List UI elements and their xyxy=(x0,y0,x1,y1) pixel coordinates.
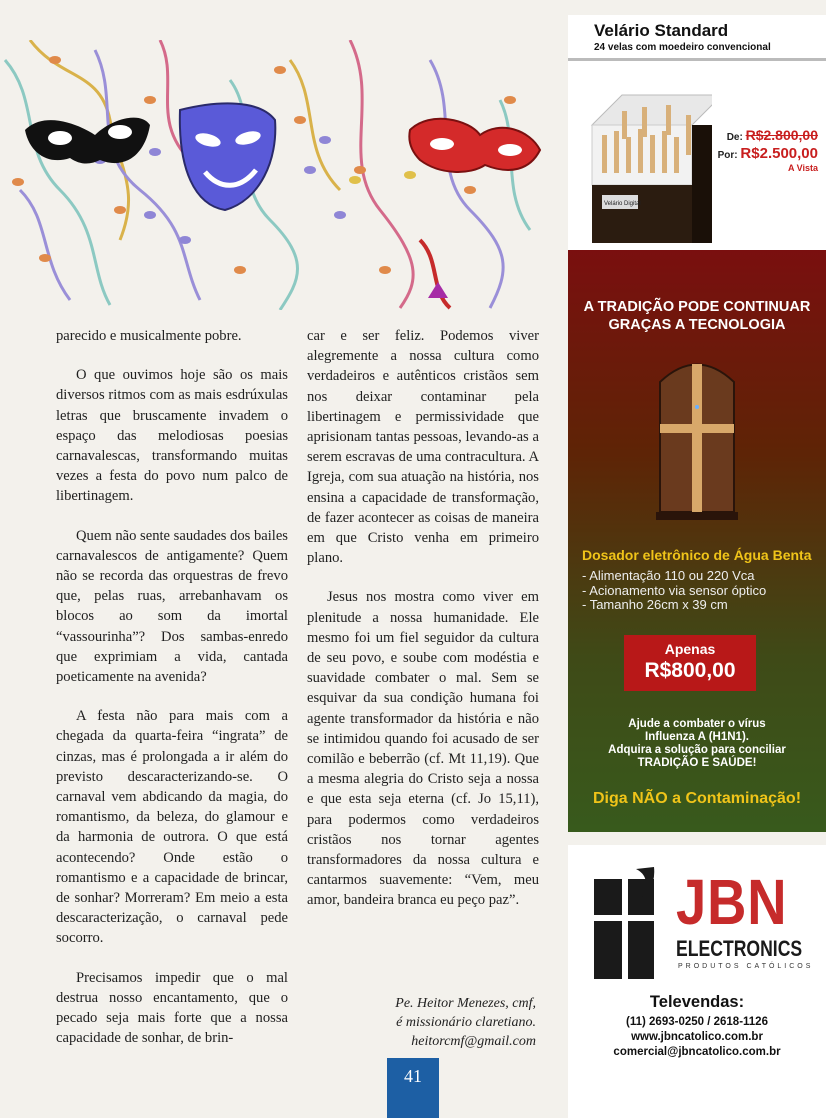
paragraph: car e ser feliz. Podemos viver alegremente a nossa cultura como verdadeiros e autênticos cristãos sem nos deixar contaminar pela libertinagem e permissividade que aprisionam tantas pessoas, levando-as a serem escravas de uma contracultura. A Igreja, com sua atuação na história, nos ensina a capacidade de transformação, de fazer acontecer as coisas de maneira em que Cristo venha em primeiro plano. xyxy=(307,328,539,567)
brand-electronics: ELECTRONICS xyxy=(676,936,803,961)
author-email: heitorcmf@gmail.com xyxy=(411,1034,536,1049)
paragraph: parecido e musicalmente pobre. xyxy=(56,328,242,344)
de-label: De: xyxy=(726,132,743,143)
jbn-ad xyxy=(568,845,826,1118)
carnival-masks-illustration xyxy=(0,40,566,310)
brand-name: JBN xyxy=(676,866,788,938)
headline-line-2: GRAÇAS A TECNOLOGIA xyxy=(608,317,786,333)
help-line: TRADIÇÃO E SAÚDE! xyxy=(637,757,757,769)
paragraph: Precisamos impedir que o mal destrua nosso encantamento, que o pecado seja mais forte que a nossa capacidade de sonhar, de brin- xyxy=(56,969,288,1047)
spec-item: - Acionamento via sensor óptico xyxy=(582,582,767,598)
holy-water-dispenser-image xyxy=(652,352,742,522)
paragraph: Jesus nos mostra como viver em plenitude a nossa humanidade. Ele mesmo foi um fiel seguidor da cultura de seu povo, e soube com modéstia e suavidade combater o mal. Sem se esquivar da sua condição humana foi agente transformador da história e não se intimidou quando foi acusado de ser comilão e beberrão (cf. Mt 11,19). Que a mesma alegria do Cristo seja a nossa e que esta seja eterna (cf. Jo 15,11), para podermos como verdadeiros cristãos nos tornar agentes transformadores da nossa cultura e cantarmos suavemente: “Vem, meu amor, bandeira branca eu peço paz”. xyxy=(307,589,539,909)
price-box xyxy=(624,635,756,691)
ad-headline xyxy=(568,298,826,334)
apenas-label: Apenas xyxy=(664,641,716,657)
article-column-1 xyxy=(56,326,288,1068)
website: www.jbncatolico.com.br xyxy=(631,1031,763,1043)
old-price xyxy=(727,127,818,143)
help-line: Ajude a combater o vírus xyxy=(628,718,766,730)
new-price xyxy=(718,147,818,175)
jbn-logo-icon xyxy=(594,867,674,987)
paragraph: Quem não sente saudades dos bailes carnavalescos de antigamente? Quem não se recorda das orquestras de frevo que, pelas ruas, arrebanhavam os blocos ao som da imortal “vassourinha”? Dos sambas-enredo que exprimiam a vida, cantada poeticamente na avenida? xyxy=(56,527,288,686)
product-specs xyxy=(582,569,766,613)
headline-line-1: A TRADIÇÃO PODE CONTINUAR xyxy=(583,299,811,315)
contact-info xyxy=(568,1015,826,1060)
brand-tagline: PRODUTOS CATÓLICOS xyxy=(678,963,814,970)
help-line: Influenza A (H1N1). xyxy=(645,731,749,743)
new-price-value: R$2.500,00 xyxy=(740,145,818,162)
spec-item: - Tamanho 26cm x 39 cm xyxy=(582,597,728,612)
author-role: é missionário claretiano. xyxy=(396,1015,536,1030)
author-name: Pe. Heitor Menezes, cmf, xyxy=(395,996,536,1011)
televendas-heading: Televendas: xyxy=(649,993,745,1011)
phone-numbers: (11) 2693-0250 / 2618-1126 xyxy=(626,1016,768,1028)
price-value: R$800,00 xyxy=(644,659,736,682)
ad-subtitle: 24 velas com moedeiro convencional xyxy=(594,42,771,53)
slogan: Diga NÃO a Contaminação! xyxy=(592,790,802,807)
candle-stand-image xyxy=(582,85,712,245)
box-label: Velário Digital xyxy=(604,201,641,207)
email: comercial@jbncatolico.com.br xyxy=(613,1046,781,1058)
page-number: 41 xyxy=(387,1058,439,1118)
por-label: Por: xyxy=(717,150,738,161)
product-name: Dosador eletrônico de Água Benta xyxy=(582,547,812,563)
velario-ad xyxy=(568,15,826,250)
ad-title: Velário Standard xyxy=(594,21,729,40)
old-price-value: R$2.800,00 xyxy=(745,127,818,143)
author-signature xyxy=(395,994,536,1051)
paragraph: O que ouvimos hoje são os mais diversos ritmos com as mais esdrúxulas letras que bruscamente invadem o espaço das melodiosas poesias carnavalescas, transformando muitas vezes a festa do povo num palco de libertinagem. xyxy=(56,367,288,505)
dosador-ad xyxy=(568,250,826,832)
vista-label: A Vista xyxy=(787,163,818,173)
help-text xyxy=(568,718,826,770)
spec-item: - Alimentação 110 ou 220 Vca xyxy=(582,568,755,583)
article-column-2 xyxy=(307,326,539,930)
help-line: Adquira a solução para conciliar xyxy=(608,744,786,756)
divider xyxy=(568,58,826,61)
paragraph: A festa não para mais com a chegada da quarta-feira “ingrata” de cinzas, mas é prolongada a ir além do previsto descaracterizando-se. O carnaval vem abdicando da magia, do romantismo, da beleza, do glamour e da harmonia de outrora. O que está acontecendo? Onde estão o romantismo e a capacidade de brincar, de sonhar? Morreram? Em meio a esta descaracterização, o carnaval pede socorro. xyxy=(56,708,288,947)
